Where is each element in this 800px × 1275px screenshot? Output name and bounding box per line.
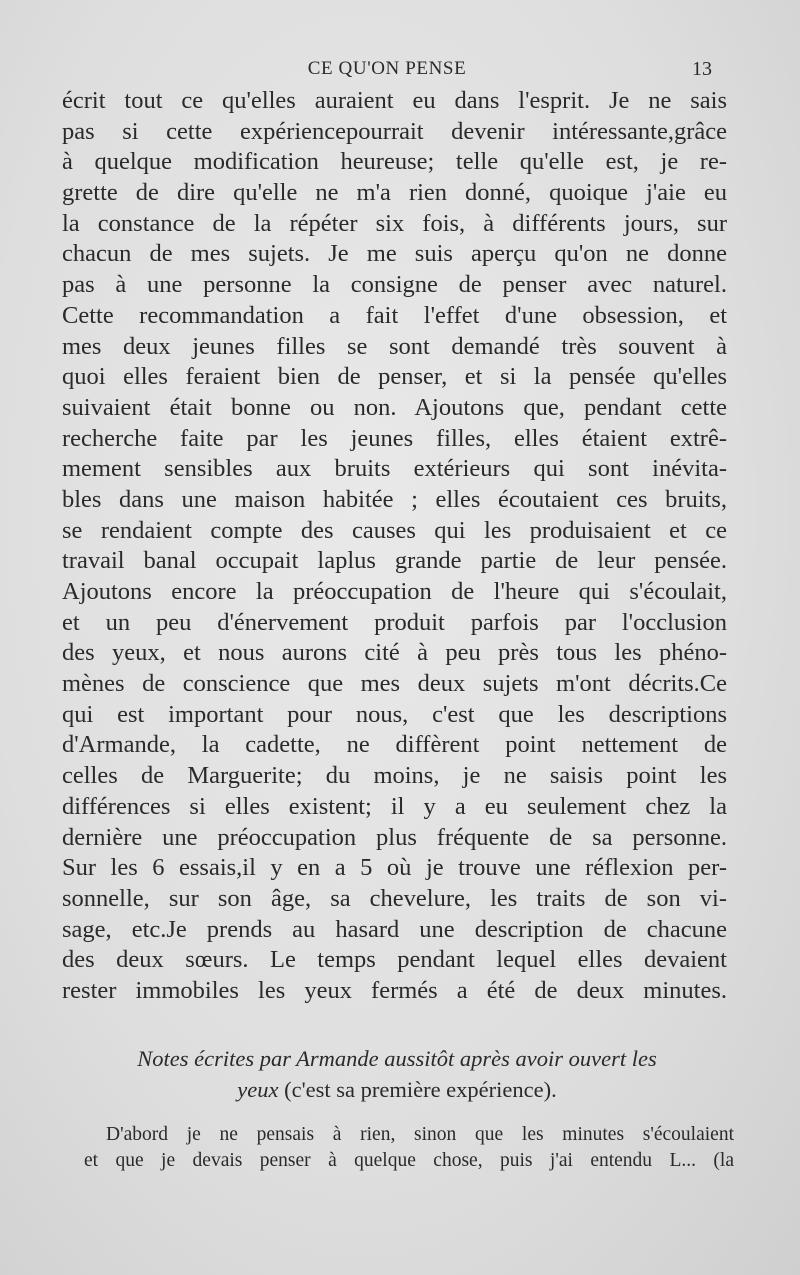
section-subheading <box>62 1043 732 1105</box>
running-head <box>62 56 712 82</box>
text-line: grette de dire qu'elle ne m'a rien donné, quoique j'aie eu <box>62 179 727 207</box>
text-line: Cette recommandation a fait l'effet d'une obsession, et <box>62 301 727 329</box>
text-line: des yeux, et nous aurons cité à peu près tous les phéno- <box>62 639 727 667</box>
text-line: chacun de mes sujets. Je me suis aperçu qu'on ne donne <box>62 240 727 268</box>
quote-line: D'abord je ne pensais à rien, sinon que les minutes s'écoulaient <box>106 1124 734 1145</box>
text-line: bles dans une maison habitée ; elles écoutaient ces bruits, <box>62 485 727 513</box>
quoted-notes <box>84 1122 734 1174</box>
text-line: suivaient était bonne ou non. Ajoutons que, pendant cette <box>62 393 727 421</box>
page-number: 13 <box>692 58 712 80</box>
text-line: à quelque modification heureuse; telle qu'elle est, je re- <box>62 148 727 176</box>
text-line: pas à une personne la consigne de penser avec naturel. <box>62 271 727 299</box>
text-line: rester immobiles les yeux fermés a été de deux minutes. <box>62 976 727 1004</box>
text-line: d'Armande, la cadette, ne diffèrent point nettement de <box>62 731 727 759</box>
text-line: qui est important pour nous, c'est que les descriptions <box>62 700 727 728</box>
body-paragraph <box>62 86 727 1007</box>
text-line: celles de Marguerite; du moins, je ne saisis point les <box>62 762 727 790</box>
subheading-italic-text: Notes écrites par Armande aussitôt après avoir ouvert les <box>137 1046 657 1071</box>
text-line: la constance de la répéter six fois, à différents jours, sur <box>62 209 727 237</box>
running-title: CE QU'ON PENSE <box>307 58 467 79</box>
text-line: Ajoutons encore la préoccupation de l'heure qui s'écoulait, <box>62 578 727 605</box>
subheading-italic-word: yeux <box>237 1077 279 1102</box>
subheading-roman-text: (c'est sa première expérience). <box>278 1077 557 1102</box>
text-line: se rendaient compte des causes qui les produisaient et ce <box>62 516 727 544</box>
text-line: quoi elles feraient bien de penser, et si la pensée qu'elles <box>62 363 727 391</box>
text-line: recherche faite par les jeunes filles, elles étaient extrê- <box>62 424 727 452</box>
text-line: des deux sœurs. Le temps pendant lequel elles devaient <box>62 946 727 974</box>
subheading-line-2 <box>62 1074 732 1105</box>
text-line: différences si elles existent; il y a eu seulement chez la <box>62 792 727 820</box>
text-line: sage, etc.Je prends au hasard une description de chacune <box>62 915 727 943</box>
text-line: Sur les 6 essais,il y en a 5 où je trouve une réflexion per- <box>62 854 727 882</box>
text-line: et un peu d'énervement produit parfois par l'occlusion <box>62 608 727 636</box>
text-line: mènes de conscience que mes deux sujets m'ont décrits.Ce <box>62 670 727 698</box>
text-line: mement sensibles aux bruits extérieurs qui sont inévita- <box>62 455 727 483</box>
text-line: mes deux jeunes filles se sont demandé très souvent à <box>62 332 727 360</box>
quote-line: et que je devais penser à quelque chose, puis j'ai entendu L... (la <box>84 1150 734 1171</box>
text-line: pas si cette expériencepourrait devenir intéressante,grâce <box>62 117 727 145</box>
text-line: dernière une préoccupation plus fréquente de sa personne. <box>62 823 727 851</box>
text-line: écrit tout ce qu'elles auraient eu dans l'esprit. Je ne sais <box>62 87 727 114</box>
text-line: travail banal occupait laplus grande partie de leur pensée. <box>62 547 727 575</box>
subheading-line-1 <box>62 1043 732 1074</box>
text-line: sonnelle, sur son âge, sa chevelure, les traits de son vi- <box>62 884 727 912</box>
